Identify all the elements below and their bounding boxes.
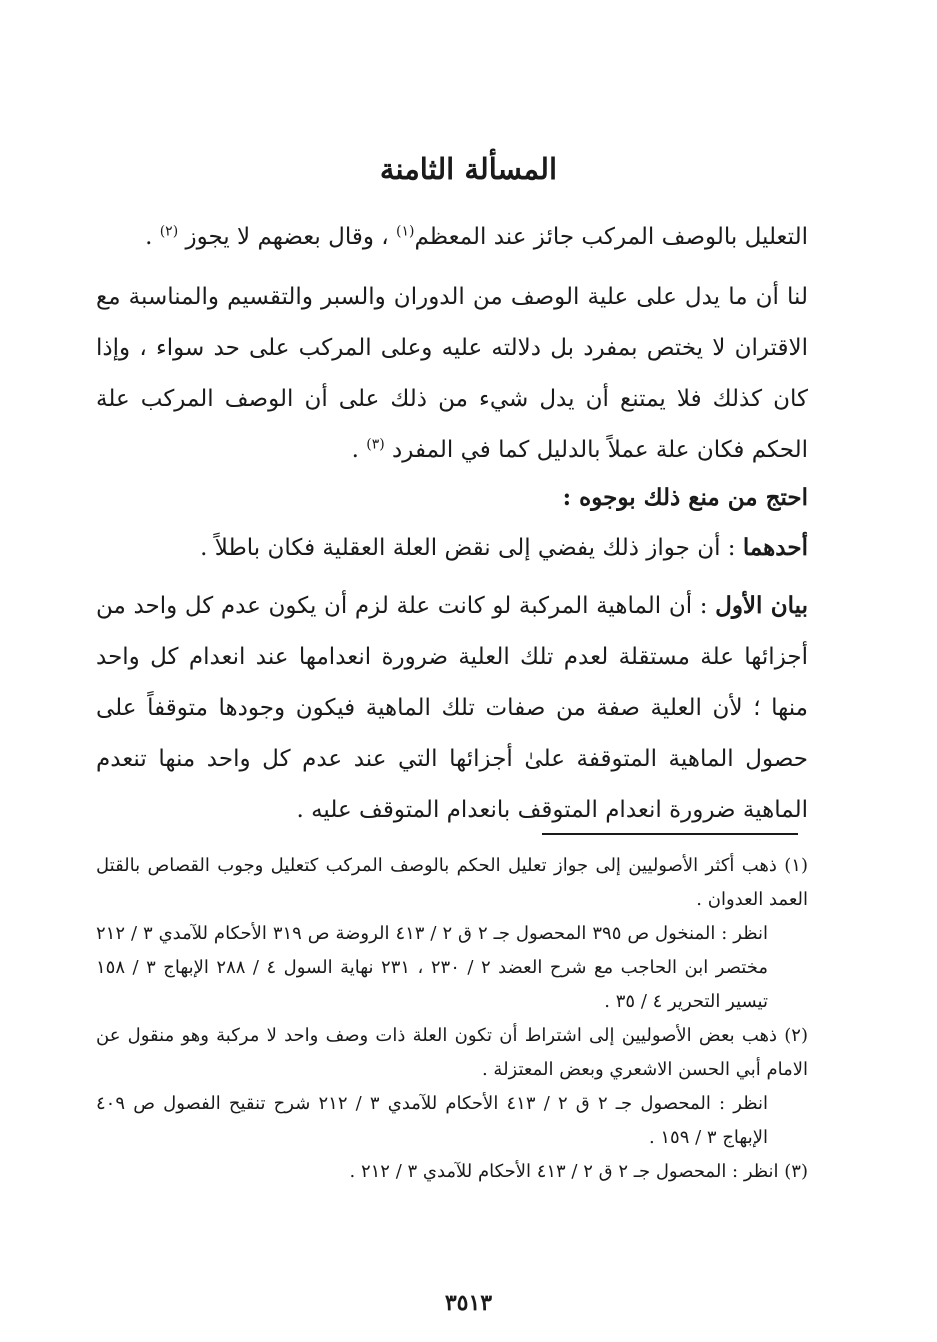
paragraph-3: احتج من منع ذلك بوجوه : xyxy=(562,484,808,511)
footnote-separator xyxy=(542,833,798,835)
footnote-1: (١) ذهب أكثر الأصوليين إلى جواز تعليل الحكم بالوصف المركب كتعليل وجوب القصاص بالقتل العمد العدوان . xyxy=(96,855,808,910)
paragraph-1-text: التعليل بالوصف المركب جائز عند المعظم xyxy=(414,224,808,250)
footnote-ref-3: (٣) xyxy=(366,436,385,453)
page-number: ٣٥١٣ xyxy=(444,1290,493,1316)
paragraph-5-label: بيان الأول xyxy=(715,592,808,619)
paragraph-2-text: لنا أن ما يدل على علية الوصف من الدوران والسبر والتقسيم والمناسبة مع الاقتران لا يختص بمفرد بل دلالته عليه وعلى المركب على حد سواء ، وإذا كان كذلك فلا يمتنع أن يدل شيء من ذلك على أن الوصف المركب علة الحكم فكان علة عملاً بالدليل كما في المفرد xyxy=(96,284,808,463)
footnotes xyxy=(96,849,808,1189)
footnote-3: (٣) انظر : المحصول جـ ٢ ق ٢ / ٤١٣ الأحكام للآمدي ٣ / ٢١٢ . xyxy=(349,1161,808,1182)
footnote-1-references: انظر : المنخول ص ٣٩٥ المحصول جـ ٢ ق ٢ / ٤١٣ الروضة ص ٣١٩ الأحكام للآمدي ٣ / ٢١٢ مختصر ابن الحاجب مع شرح العضد ٢ / ٢٣٠ ، ٢٣١ نهاية السول ٤ / ٢٨٨ الإبهاج ٣ / ١٥٨ تيسير التحرير ٤ / ٣٥ . xyxy=(96,923,768,1012)
section-title: المسألة الثامنة xyxy=(379,152,558,186)
paragraph-1-end: . xyxy=(145,224,160,250)
footnote-2-references: انظر : المحصول جـ ٢ ق ٢ / ٤١٣ الأحكام للآمدي ٣ / ٢١٢ شرح تنقيح الفصول ص ٤٠٩ الإبهاج ٣ / ١٥٩ . xyxy=(96,1093,768,1148)
paragraph-4-text: : أن جواز ذلك يفضي إلى نقض العلة العقلية فكان باطلاً . xyxy=(200,535,743,561)
paragraph-5-text: : أن الماهية المركبة لو كانت علة لزم أن يكون عدم كل واحد من أجزائها علة مستقلة لعدم تلك العلية ضرورة انعدامها عند انعدام كل واحد منها ؛ لأن العلية صفة من صفات تلك الماهية فيكون وجودها متوقفاً على حصول الماهية المتوقفة علىٰ أجزائها التي عند عدم كل واحد منها تنعدم الماهية ضرورة انعدام المتوقف بانعدام المتوقف عليه . xyxy=(96,593,808,823)
paragraph-4 xyxy=(96,522,808,574)
paragraph-2 xyxy=(96,272,808,476)
footnote-2: (٢) ذهب بعض الأصوليين إلى اشتراط أن تكون العلة ذات وصف واحد لا مركبة وهو منقول عن الامام أبي الحسن الاشعري وبعض المعتزلة . xyxy=(96,1025,808,1080)
paragraph-1 xyxy=(96,212,808,263)
paragraph-2-end: . xyxy=(351,437,367,463)
footnote-ref-1: (١) xyxy=(395,223,415,240)
paragraph-1-text-2: ، وقال بعضهم لا يجوز xyxy=(178,224,396,250)
paragraph-5 xyxy=(96,580,808,836)
footnote-ref-2: (٢) xyxy=(159,223,179,240)
paragraph-4-label: أحدهما xyxy=(742,534,808,561)
